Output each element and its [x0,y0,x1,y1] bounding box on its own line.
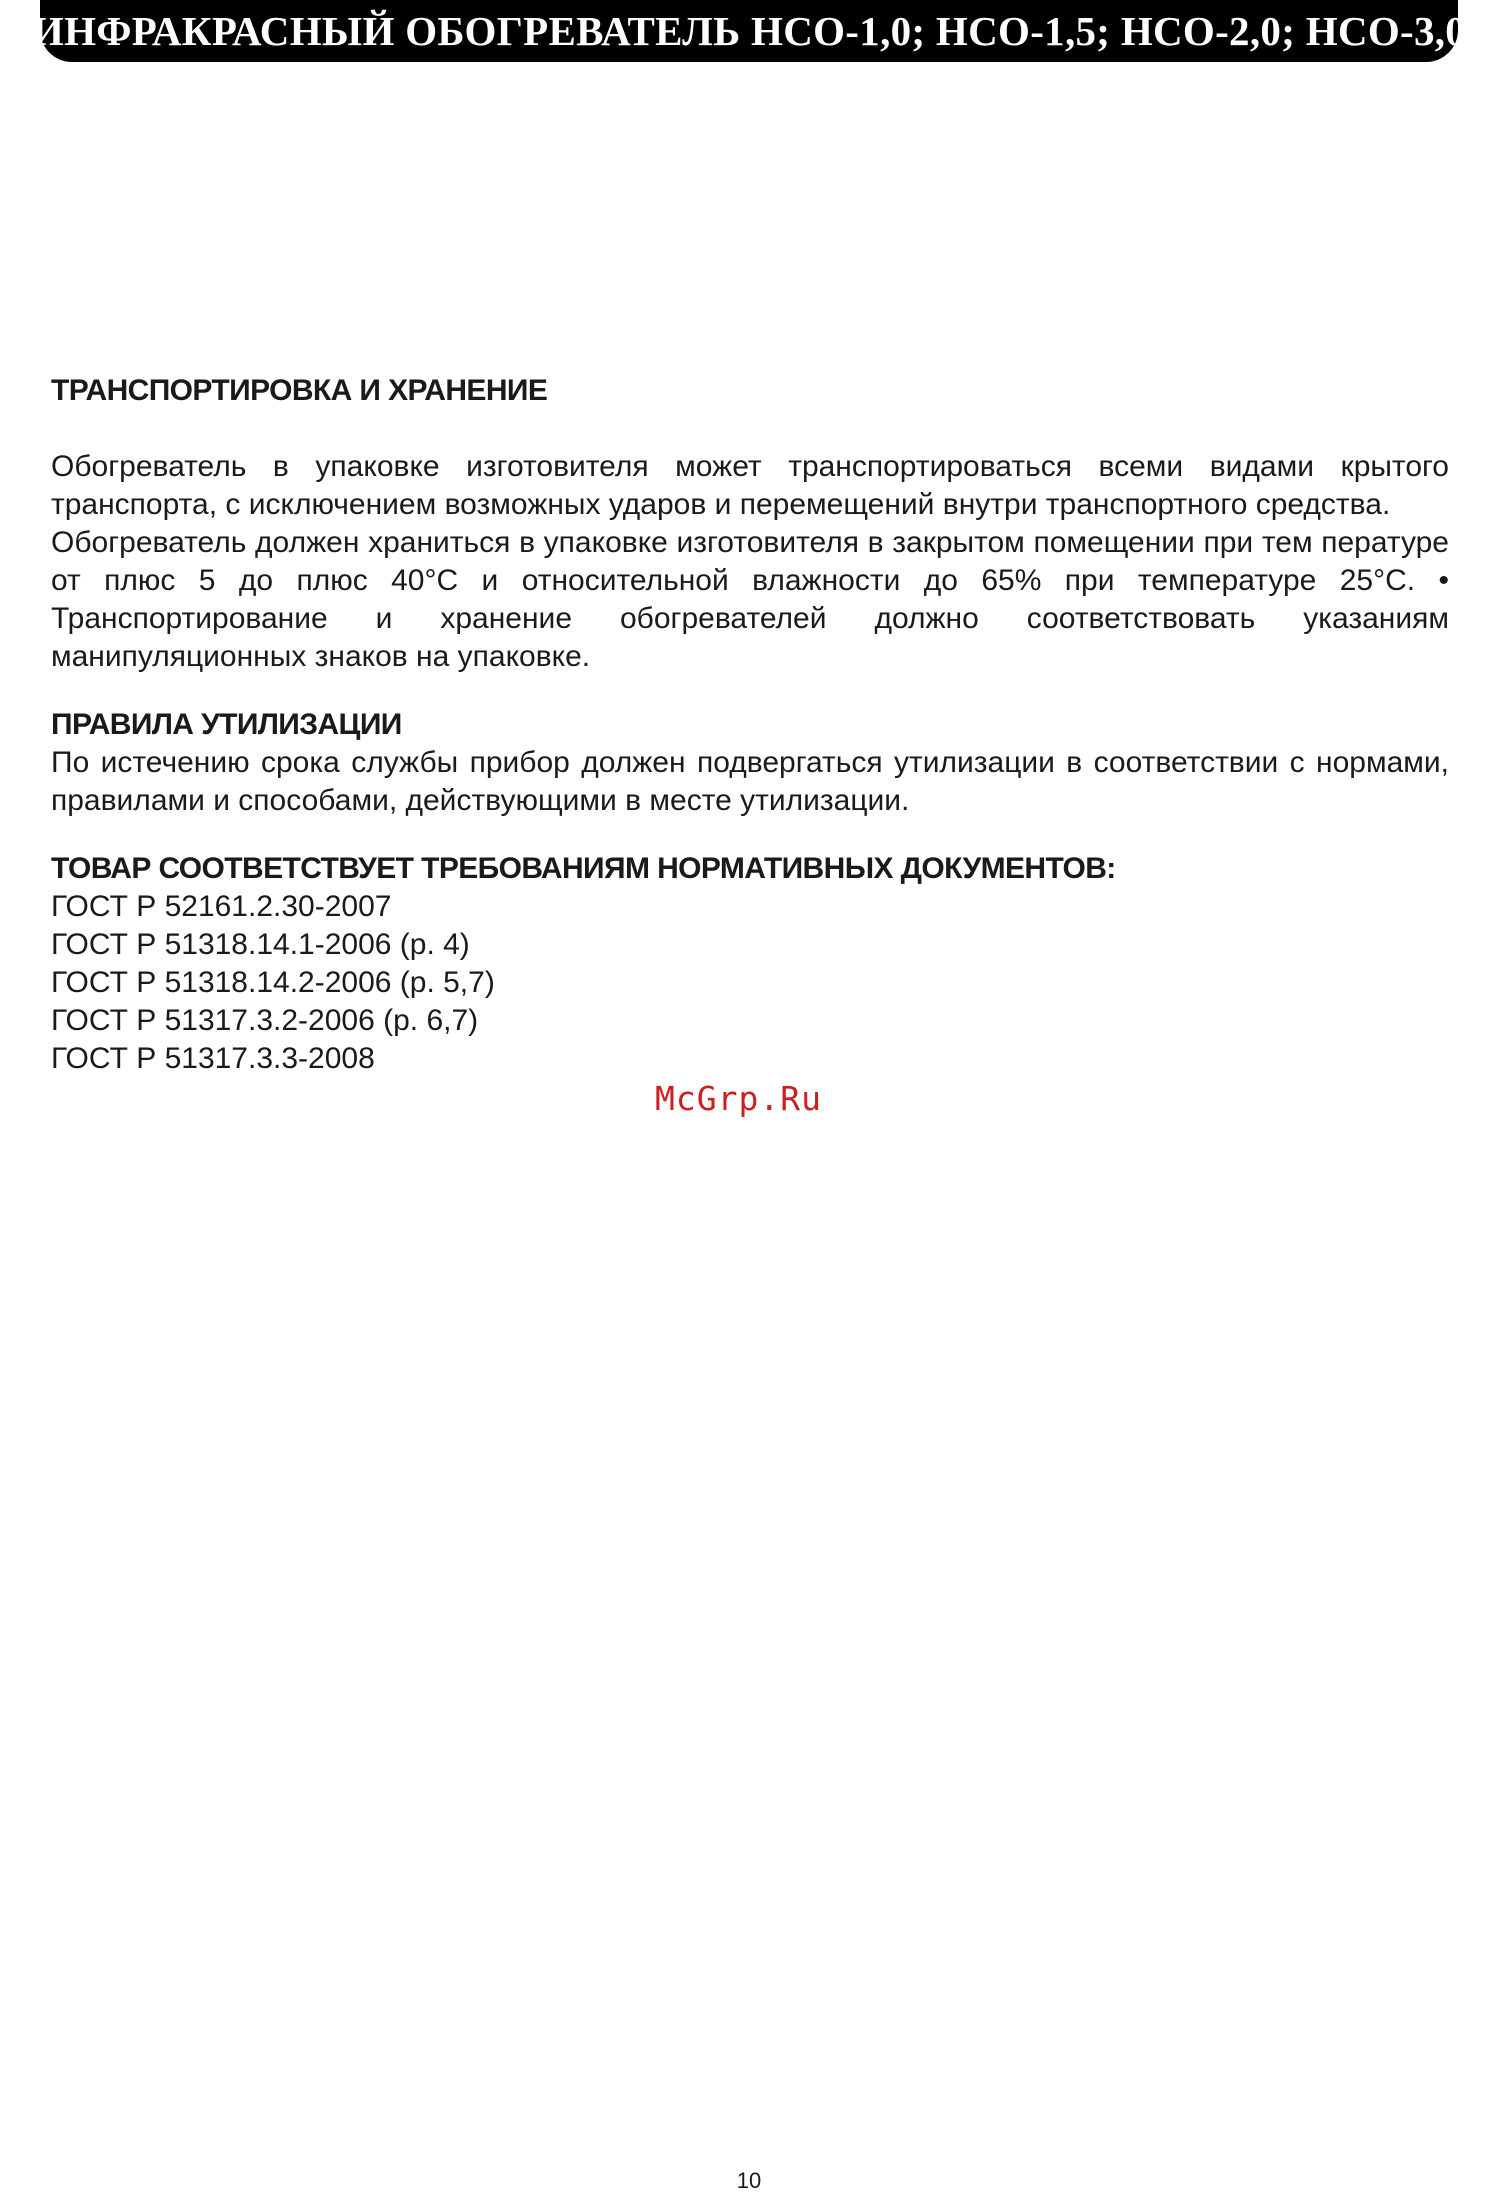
disposal-paragraph: По истечению срока службы прибор должен подвергаться утилизации в соответствии с нормами, правилами и способами, действующими в месте утилизации. [51,746,1449,817]
watermark: McGrp.Ru [655,1079,822,1118]
standards-list [51,888,1449,1078]
document-title: ИНФРАКРАСНЫЙ ОБОГРЕВАТЕЛЬ НСО-1,0; НСО-1,5; НСО-2,0; НСО-3,0 [31,8,1467,54]
disposal-heading: ПРАВИЛА УТИЛИЗАЦИИ [51,708,402,741]
standard-item: ГОСТ Р 51318.14.2-2006 (р. 5,7) [51,966,495,999]
standard-item: ГОСТ Р 51317.3.3-2008 [51,1042,375,1075]
transport-paragraph-1: Обогреватель в упаковке изготовителя может транспортироваться всеми видами крытого транспорта, с исключением возможных ударов и перемещений внутри транспортного средства. [51,450,1449,521]
page-number: 10 [736,2168,762,2193]
disposal-section [51,706,1449,820]
compliance-section [51,850,1449,1078]
standard-item: ГОСТ Р 51317.3.2-2006 (р. 6,7) [51,1004,479,1037]
compliance-heading: ТОВАР СООТВЕТСТВУЕТ ТРЕБОВАНИЯМ НОРМАТИВНЫХ ДОКУМЕНТОВ: [51,852,1116,885]
header-bar [31,0,1467,62]
transport-section [51,372,1449,676]
transport-paragraph-2: Обогреватель должен храниться в упаковке изготовителя в закрытом помещении при тем пературе от плюс 5 до плюс 40°С и относительной влажности до 65% при температуре 25°С. • Транспортирование и хранение обогревателей должно соответствовать указаниям манипуляционных знаков на упаковке. [51,526,1449,673]
transport-heading: ТРАНСПОРТИРОВКА И ХРАНЕНИЕ [51,374,548,407]
standard-item: ГОСТ Р 51318.14.1-2006 (р. 4) [51,928,470,961]
page-content [51,372,1449,1078]
standard-item: ГОСТ Р 52161.2.30-2007 [51,890,392,923]
